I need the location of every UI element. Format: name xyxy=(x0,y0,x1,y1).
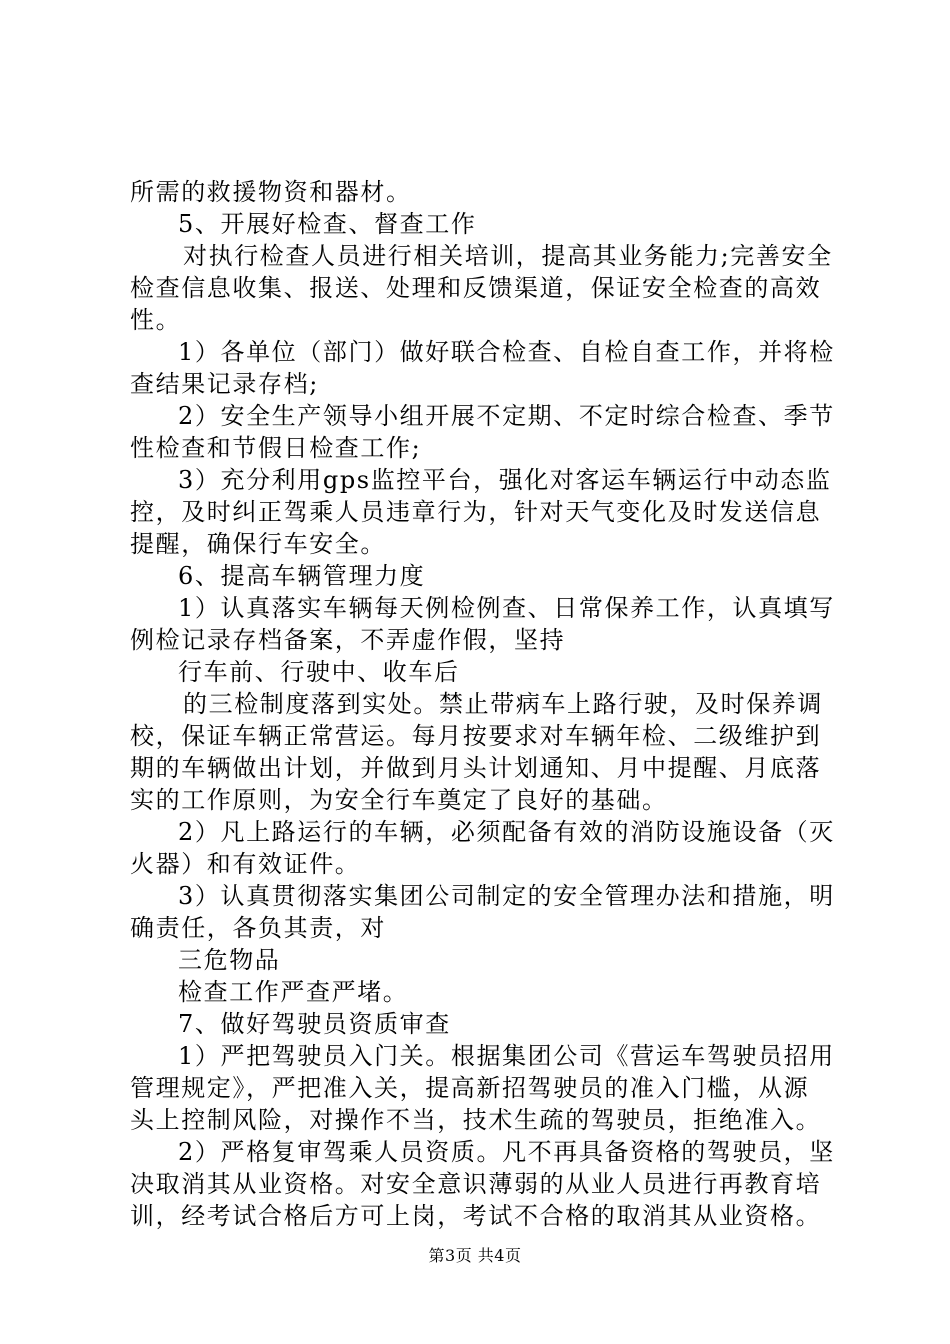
text-line: 1）严把驾驶员入门关。根据集团公司《营运车驾驶员招用 xyxy=(178,1042,835,1070)
text-line: 3）充分利用gps监控平台，强化对客运车辆运行中动态监 xyxy=(178,466,832,494)
text-line: 2）凡上路运行的车辆，必须配备有效的消防设施设备（灭 xyxy=(178,818,835,846)
section-heading-7: 7、做好驾驶员资质审查 xyxy=(178,1010,451,1038)
text-line: 提醒，确保行车安全。 xyxy=(130,530,386,558)
text-line: 性检查和节假日检查工作; xyxy=(130,434,422,462)
text-line: 实的工作原则，为安全行车奠定了良好的基础。 xyxy=(130,786,668,814)
text-line: 2）严格复审驾乘人员资质。凡不再具备资格的驾驶员，坚 xyxy=(178,1138,835,1166)
text-line: 头上控制风险，对操作不当，技术生疏的驾驶员，拒绝准入。 xyxy=(130,1106,822,1134)
text-line: 所需的救援物资和器材。 xyxy=(130,178,412,206)
text-line: 查结果记录存档; xyxy=(130,370,319,398)
text-line: 三危物品 xyxy=(178,946,281,974)
text-line: 1）各单位（部门）做好联合检查、自检自查工作，并将检 xyxy=(178,338,835,366)
text-line: 控，及时纠正驾乘人员违章行为，针对天气变化及时发送信息 xyxy=(130,498,822,526)
text-line: 1）认真落实车辆每天例检例查、日常保养工作，认真填写 xyxy=(178,594,835,622)
text-line: 行车前、行驶中、收车后 xyxy=(178,658,460,686)
text-line: 检查信息收集、报送、处理和反馈渠道，保证安全检查的高效 xyxy=(130,274,822,302)
text-line: 2）安全生产领导小组开展不定期、不定时综合检查、季节 xyxy=(178,402,835,430)
section-heading-5: 5、开展好检查、督查工作 xyxy=(178,210,477,238)
text-line: 性。 xyxy=(130,306,182,334)
text-line: 3）认真贯彻落实集团公司制定的安全管理办法和措施，明 xyxy=(178,882,835,910)
section-heading-6: 6、提高车辆管理力度 xyxy=(178,562,426,590)
page-number-footer: 第3页 共4页 xyxy=(428,1246,522,1265)
text-line: 校，保证车辆正常营运。每月按要求对车辆年检、二级维护到 xyxy=(130,722,822,750)
text-line: 对执行检查人员进行相关培训，提高其业务能力;完善安全 xyxy=(183,242,833,270)
text-line: 期的车辆做出计划，并做到月头计划通知、月中提醒、月底落 xyxy=(130,754,822,782)
text-line: 管理规定》，严把准入关，提高新招驾驶员的准入门槛，从源 xyxy=(130,1074,810,1102)
text-line: 的三检制度落到实处。禁止带病车上路行驶，及时保养调 xyxy=(183,690,823,718)
text-line: 例检记录存档备案，不弄虚作假，坚持 xyxy=(130,626,566,654)
text-line: 检查工作严查严堵。 xyxy=(178,978,409,1006)
text-line: 火器）和有效证件。 xyxy=(130,850,361,878)
text-line: 决取消其从业资格。对安全意识薄弱的从业人员进行再教育培 xyxy=(130,1170,822,1198)
text-line: 确责任，各负其责，对 xyxy=(130,914,386,942)
text-line: 训，经考试合格后方可上岗，考试不合格的取消其从业资格。 xyxy=(130,1202,822,1230)
